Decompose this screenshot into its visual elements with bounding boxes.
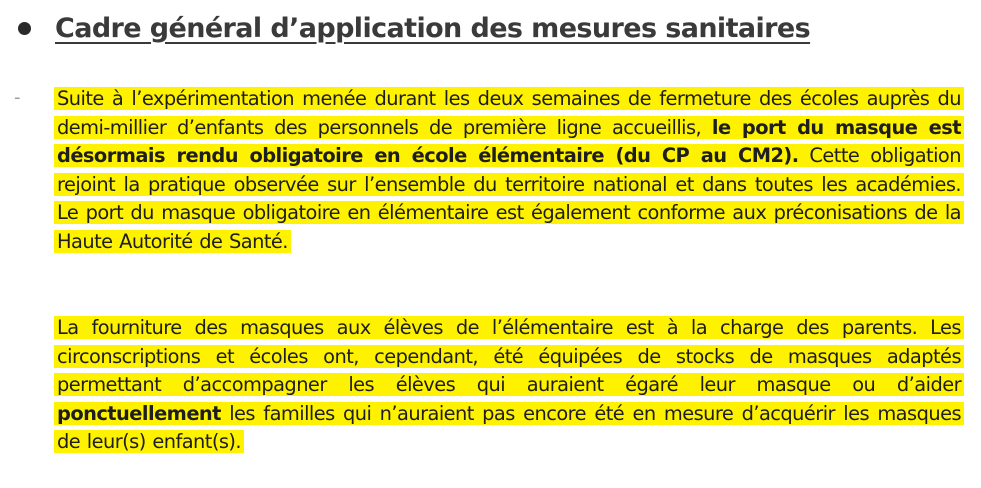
paragraph-1-text-b: Cette obligation rejoint la pratique observée sur l’ensemble du territoire national et dans toutes les académies. Le port du masque obligatoire en élémentaire est également conforme aux préconisations de la Haute Autorité de Santé. [57, 144, 961, 253]
paragraph-1-text-a: Suite à l’expérimentation menée durant les deux semaines de fermeture des écoles auprès du demi-millier d’enfants des personnels de première ligne accueillis, [57, 87, 961, 139]
highlighted-text [54, 316, 964, 453]
paragraph-1 [54, 85, 964, 256]
paragraph-2-text-a: La fourniture des masques aux élèves de l’élémentaire est à la charge des parents. Les circonscriptions et écoles ont, cependant, été équipées de stocks de masques adaptés permettant d’accompagner les élèves qui auraient égaré leur masque ou d’aider [57, 316, 961, 396]
paragraph-2 [54, 314, 964, 457]
paragraph-2-text-b: les familles qui n’auraient pas encore été en mesure d’acquérir les masques de leur(s) enfant(s). [57, 401, 961, 453]
section-heading [14, 8, 810, 48]
paragraph-2-bold-text: ponctuellement [57, 401, 221, 425]
bullet-icon [18, 22, 31, 35]
paragraph-1-bold-text: le port du masque est désormais rendu obligatoire en école élémentaire (du CP au CM2). [57, 115, 961, 167]
heading-title: Cadre général d’application des mesures sanitaires [55, 12, 811, 44]
list-marker: - [14, 87, 21, 108]
highlighted-text [54, 87, 964, 253]
